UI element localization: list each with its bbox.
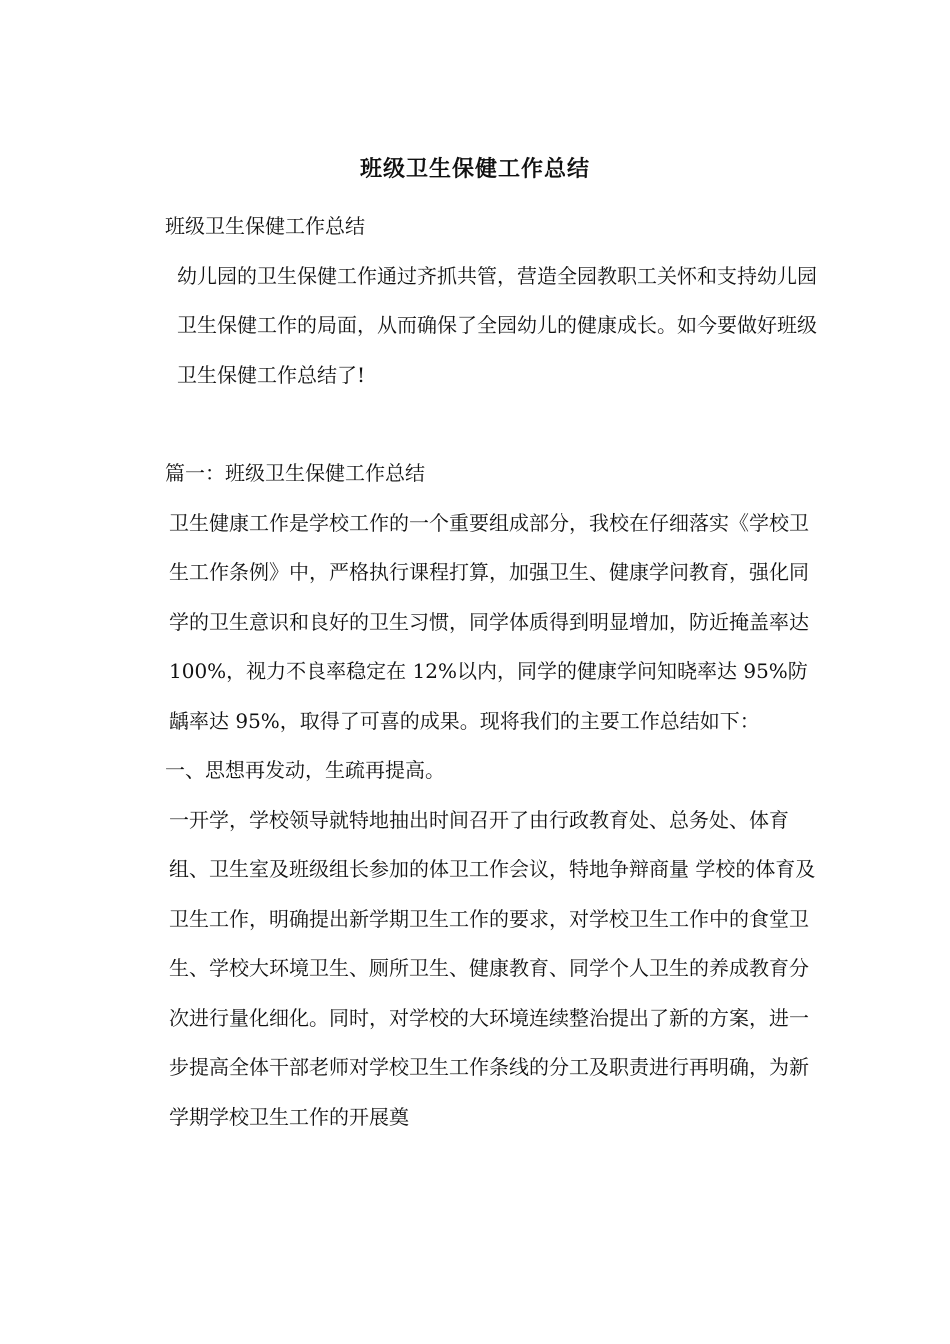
paragraph-subheading-one: 一、思想再发动，生疏再提高。: [165, 758, 445, 782]
document-title: 班级卫生保健工作总结: [359, 156, 590, 182]
document-body-intro: [145, 202, 825, 400]
paragraph-health-work: 卫生健康工作是学校工作的一个重要组成部分，我校在仔细落实《学校卫生工作条例》中，严格执行课程打算，加强卫生、健康学问教育，强化同学的卫生意识和良好的卫生习惯，同学体质得到明显增加，防近掩盖率达 100%，视力不良率稳定在 12%以内，同学的健康学问知晓率达 95%防龋率达 95%，取得了可喜的成果。现将我们的主要工作总结如下：: [169, 510, 809, 733]
document-body-main: [145, 449, 825, 1142]
paragraph-intro: 幼儿园的卫生保健工作通过齐抓共管，营造全园教职工关怀和支持幼儿园卫生保健工作的局面，从而确保了全园幼儿的健康成长。如今要做好班级卫生保健工作总结了!: [177, 263, 817, 387]
paragraph-meeting: 一开学，学校领导就特地抽出时间召开了由行政教育处、总务处、体育组、卫生室及班级组长参加的体卫工作会议，特地争辩商量 学校的体育及卫生工作，明确提出新学期卫生工作的要求，对学校卫生工作中的食堂卫生、学校大环境卫生、厕所卫生、健康教育、同学个人卫生的养成教育分次进行量化细化。同时，对学校的大环境连续整治提出了新的方案，进一步提高全体干部老师对学校卫生工作条线的分工及职责进行再明确，为新学期学校卫生工作的开展奠: [169, 807, 816, 1129]
paragraph-section-heading: 篇一：班级卫生保健工作总结: [165, 461, 425, 485]
paragraph-subtitle: 班级卫生保健工作总结: [165, 214, 365, 238]
